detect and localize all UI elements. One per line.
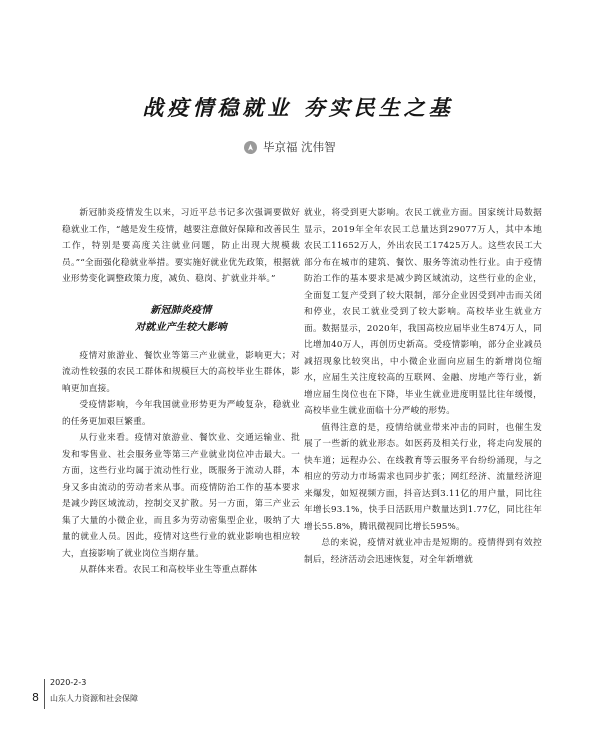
body-paragraph: 值得注意的是，疫情给就业带来冲击的同时，也催生发展了一些新的就业形态。如医药及相关行业，将走向发展的快车道；远程办公、在线教育等云服务平台纷纷涌现，与之相应的劳动力市场需求也同步扩张；网红经济、流量经济迎来爆发，如短视频方面，抖音达到3.11亿的用户量，同比往年增长93.1%，快手日活跃用户数量达到1.77亿，同比往年增长55.8%，腾讯微视同比增长595%。: [304, 422, 542, 532]
byline: [244, 138, 336, 156]
journal-name: 山东人力资源和社会保障: [50, 694, 138, 703]
left-column: [62, 205, 300, 579]
section-heading: [62, 302, 300, 336]
section-heading-line1: 新冠肺炎疫情: [150, 304, 212, 316]
page-number: 8: [32, 691, 39, 704]
body-paragraph: 从行业来看。疫情对旅游业、餐饮业、交通运输业、批发和零售业、社会服务业等第三产业就业岗位冲击最大。一方面，这些行业均属于流动性行业，既服务于流动人群，本身又多由流动的劳动者来从事。而疫情防治工作的基本要求是减少跨区域流动，控制交叉扩散。另一方面，第三产业云集了大量的小微企业，而且多为劳动密集型企业，吸纳了大量的就业人员。因此，疫情对这些行业的就业影响也相应较大，直接影响了就业岗位当期存量。: [62, 433, 300, 559]
page-footer: [12, 676, 212, 710]
body-paragraph: 受疫情影响，今年我国就业形势更为严峻复杂，稳就业的任务更加艰巨繁重。: [62, 400, 300, 427]
right-column: [304, 205, 542, 568]
body-paragraph: 从群体来看。农民工和高校毕业生等重点群体: [79, 565, 258, 575]
footer-divider: [44, 679, 45, 709]
body-paragraph: 总的来说，疫情对就业冲击是短期的。疫情得到有效控制后，经济活动会迅速恢复，对全年新增就: [304, 538, 542, 565]
body-paragraph: 疫情对旅游业、餐饮业等第三产业就业，影响更大；对流动性较强的农民工群体和规模巨大的高校毕业生群体，影响更加直接。: [62, 350, 300, 394]
author-names: 毕京福 沈伟智: [263, 140, 336, 154]
body-paragraph-continued: 就业，将受到更大影响。农民工就业方面。国家统计局数据显示，2019年全年农民工总量达到29077万人，其中本地农民工11652万人，外出农民工17425万人。这些农民工大部分布在城市的建筑、餐饮、服务等流动性行业。由于疫情防治工作的基本要求是减少跨区域流动，这些行业的企业，全面复工复产受到了较大限制，部分企业因受到冲击而关闭和停业，农民工就业受到了较大影响。高校毕业生就业方面。数据显示，2020年，我国高校应届毕业生874万人，同比增加40万人，再创历史新高。受疫情影响，部分企业减员减招现象比较突出，中小微企业面向应届生的新增岗位缩水，应届生关注度较高的互联网、金融、房地产等行业，新增应届生岗位也在下降，毕业生就业进度明显比往年缓慢，高校毕业生就业面临十分严峻的形势。: [304, 208, 542, 416]
issue-date: 2020-2-3: [50, 678, 87, 687]
pen-nib-icon: [244, 141, 257, 154]
intro-paragraph: 新冠肺炎疫情发生以来，习近平总书记多次强调要做好稳就业工作，“越是发生疫情，越要注意做好保障和改善民生工作，特别是要高度关注就业问题，防止出现大规模裁员。”“全面强化稳就业举措。要实施好就业优先政策，根据就业形势变化调整政策力度，减负、稳岗、扩就业并举。”: [62, 208, 300, 284]
section-heading-line2: 对就业产生较大影响: [135, 321, 227, 333]
article-title: 战疫情稳就业 夯实民生之基: [142, 96, 454, 120]
